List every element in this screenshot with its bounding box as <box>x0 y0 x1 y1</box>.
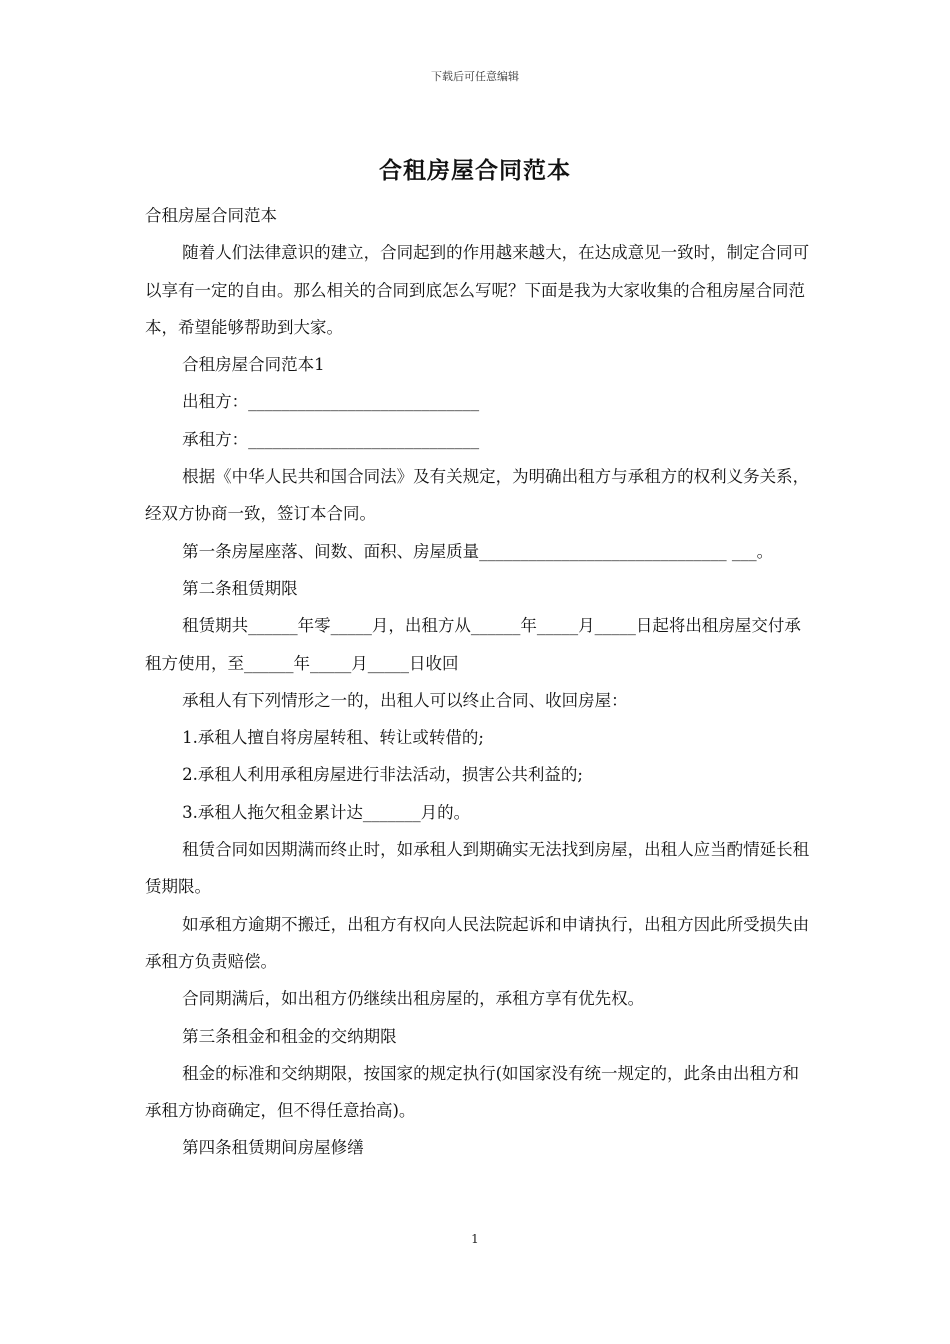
article-3-heading: 第三条租金和租金的交纳期限 <box>182 1026 397 1046</box>
lessor-field: 出租方：____________________________ <box>182 392 480 412</box>
article-1: 第一条房屋座落、间数、面积、房屋质量______________________________ ___。 <box>182 541 774 561</box>
lessee-field: 承租方：____________________________ <box>182 429 480 449</box>
paragraph: 租赁合同如因期满而终止时，如承租人到期确实无法找到房屋，出租人应当酌情延长租赁期限。 <box>145 840 810 897</box>
list-item: 2.承租人利用承租房屋进行非法活动，损害公共利益的; <box>182 765 583 785</box>
document-title: 合租房屋合同范本 <box>379 158 571 184</box>
paragraph: 根据《中华人民共和国合同法》及有关规定，为明确出租方与承租方的权利义务关系，经双方协商一致，签订本合同。 <box>145 467 810 524</box>
paragraph: 如承租方逾期不搬迁，出租方有权向人民法院起诉和申请执行，出租方因此所受损失由承租方负责赔偿。 <box>145 914 810 971</box>
list-item: 3.承租人拖欠租金累计达_______月的。 <box>182 802 471 822</box>
paragraph: 合租房屋合同范本1 <box>182 355 325 375</box>
list-item: 1.承租人擅自将房屋转租、转让或转借的; <box>182 728 484 748</box>
article-2-heading: 第二条租赁期限 <box>182 578 298 598</box>
paragraph: 承租人有下列情形之一的，出租人可以终止合同、收回房屋： <box>182 690 628 710</box>
page-header: 下载后可任意编辑 <box>431 70 519 83</box>
paragraph: 随着人们法律意识的建立，合同起到的作用越来越大，在达成意见一致时，制定合同可以享有一定的自由。那么相关的合同到底怎么写呢？下面是我为大家收集的合租房屋合同范本，希望能够帮助到大家。 <box>145 243 810 337</box>
article-4-heading: 第四条租赁期间房屋修缮 <box>182 1138 364 1158</box>
page-number: 1 <box>471 1232 479 1246</box>
paragraph: 合同期满后，如出租方仍继续出租房屋的，承租方享有优先权。 <box>182 989 645 1009</box>
paragraph: 租赁期共______年零_____月，出租方从______年_____月_____日起将出租房屋交付承租方使用，至______年_____月_____日收回 <box>145 616 801 673</box>
document-body <box>145 197 810 1167</box>
paragraph: 合租房屋合同范本 <box>145 206 277 225</box>
paragraph: 租金的标准和交纳期限，按国家的规定执行(如国家没有统一规定的，此条由出租方和承租方协商确定，但不得任意抬高)。 <box>145 1063 800 1121</box>
